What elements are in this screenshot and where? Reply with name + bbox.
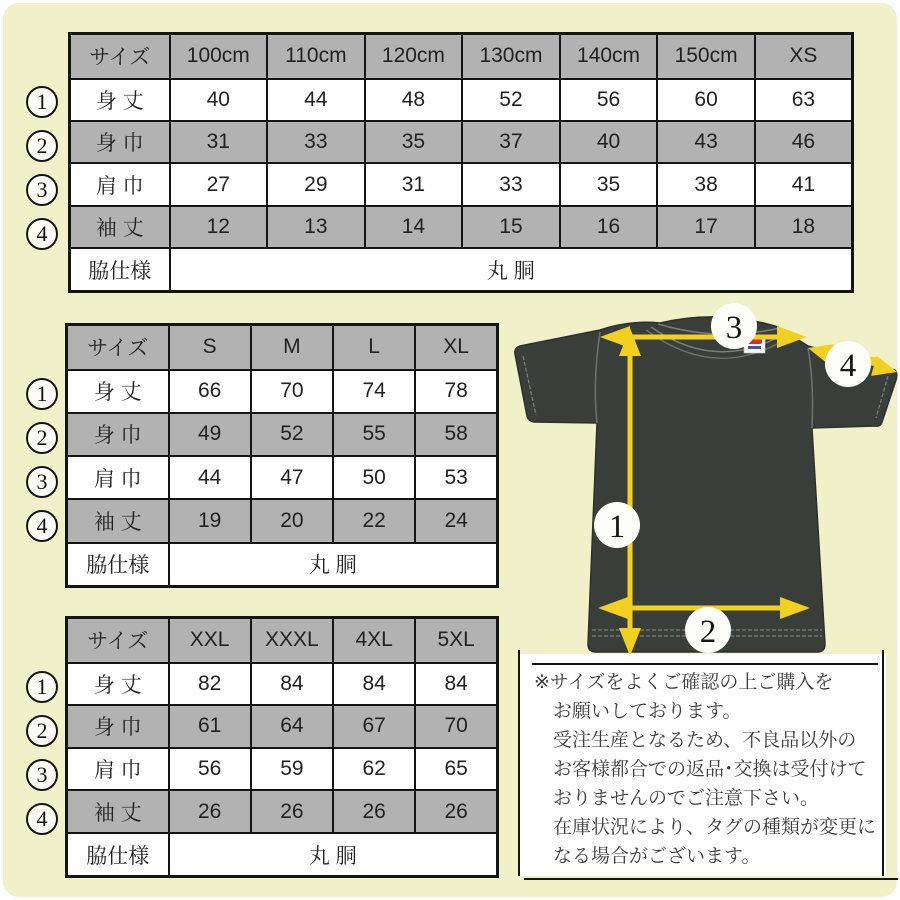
size-value: 33	[462, 163, 560, 205]
marker-column-large	[26, 671, 58, 835]
row-label: 身 巾	[67, 705, 169, 748]
row-marker-3: 3	[26, 174, 58, 206]
notes-line: なる場合がございます。	[553, 846, 761, 867]
size-value: 35	[560, 163, 658, 205]
svg-text:3: 3	[725, 310, 743, 346]
size-value: 59	[251, 748, 333, 791]
size-col-header: 100cm	[170, 34, 268, 79]
size-value: 65	[415, 748, 497, 791]
size-value: 31	[365, 163, 463, 205]
row-label: 身 巾	[70, 121, 170, 163]
size-value: 16	[560, 206, 658, 248]
row-marker-2: 2	[26, 715, 58, 747]
size-value: 84	[251, 663, 333, 706]
row-label: 身 巾	[67, 413, 169, 456]
size-value: 33	[267, 121, 365, 163]
size-value: 38	[657, 163, 755, 205]
size-value: 12	[170, 206, 268, 248]
row-marker-4: 4	[26, 510, 58, 542]
svg-text:1: 1	[608, 509, 626, 545]
size-value: 62	[333, 748, 415, 791]
row-marker-1: 1	[26, 671, 58, 703]
size-col-header: 150cm	[657, 34, 755, 79]
size-value: 44	[169, 456, 251, 499]
row-label: 袖 丈	[67, 790, 169, 833]
size-value: 46	[755, 121, 853, 163]
size-value: 27	[170, 163, 268, 205]
tshirt-illustration	[510, 296, 900, 660]
size-col-header: 120cm	[365, 34, 463, 79]
marker-column-adult	[26, 378, 58, 542]
tshirt-measurement-diagram	[510, 296, 900, 660]
diagram-marker-2	[685, 607, 731, 653]
size-col-header: M	[251, 325, 333, 370]
size-value: 26	[333, 790, 415, 833]
size-value: 19	[169, 499, 251, 542]
notes-frame-bottom	[524, 878, 898, 880]
size-value: 84	[415, 663, 497, 706]
size-col-header: 5XL	[415, 618, 497, 663]
notes-line: 受注生産となるため、不良品以外の	[553, 730, 857, 751]
size-value: 20	[251, 499, 333, 542]
size-col-header: 130cm	[462, 34, 560, 79]
row-label: 身 丈	[67, 663, 169, 706]
marker-column-kids	[26, 86, 58, 250]
size-header-cell: サイズ	[67, 325, 169, 370]
notes-line: お客様都合での返品･交換は受付けて	[553, 759, 867, 780]
size-col-header: XL	[415, 325, 497, 370]
row-label: 肩 巾	[67, 748, 169, 791]
size-value: 58	[415, 413, 497, 456]
row-marker-2: 2	[26, 130, 58, 162]
svg-text:2: 2	[699, 614, 717, 650]
size-value: 64	[251, 705, 333, 748]
size-value: 63	[755, 79, 853, 121]
row-label: 肩 巾	[70, 163, 170, 205]
size-value: 44	[267, 79, 365, 121]
footer-value: 丸 胴	[169, 833, 498, 876]
row-marker-3: 3	[26, 466, 58, 498]
size-col-header: 4XL	[333, 618, 415, 663]
row-label: 肩 巾	[67, 456, 169, 499]
size-value: 74	[333, 370, 415, 413]
size-value: 50	[333, 456, 415, 499]
row-marker-2: 2	[26, 422, 58, 454]
size-value: 26	[251, 790, 333, 833]
notes-text	[534, 668, 882, 871]
size-value: 78	[415, 370, 497, 413]
size-col-header: 110cm	[267, 34, 365, 79]
size-value: 66	[169, 370, 251, 413]
size-col-header: XXL	[169, 618, 251, 663]
row-marker-1: 1	[26, 378, 58, 410]
size-table-large	[65, 616, 499, 878]
size-value: 48	[365, 79, 463, 121]
size-value: 43	[657, 121, 755, 163]
footer-value: 丸 胴	[170, 248, 853, 291]
size-value: 37	[462, 121, 560, 163]
footer-label: 脇仕様	[67, 543, 169, 587]
size-col-header: XS	[755, 34, 853, 79]
size-table-adult	[65, 323, 499, 588]
size-value: 61	[169, 705, 251, 748]
size-value: 29	[267, 163, 365, 205]
row-marker-3: 3	[26, 759, 58, 791]
footer-value: 丸 胴	[169, 543, 498, 587]
size-value: 55	[333, 413, 415, 456]
size-value: 14	[365, 206, 463, 248]
size-col-header: XXXL	[251, 618, 333, 663]
size-value: 67	[333, 705, 415, 748]
size-header-cell: サイズ	[70, 34, 170, 79]
notes-line: おりませんのでご注意下さい。	[553, 788, 820, 809]
size-header-cell: サイズ	[67, 618, 169, 663]
size-value: 40	[170, 79, 268, 121]
size-value: 35	[365, 121, 463, 163]
size-value: 18	[755, 206, 853, 248]
row-label: 身 丈	[70, 79, 170, 121]
size-value: 82	[169, 663, 251, 706]
size-value: 52	[251, 413, 333, 456]
size-value: 26	[415, 790, 497, 833]
diagram-marker-4	[825, 341, 871, 387]
size-value: 60	[657, 79, 755, 121]
row-marker-1: 1	[26, 86, 58, 118]
size-col-header: L	[333, 325, 415, 370]
footer-label: 脇仕様	[67, 833, 169, 876]
notes-line: 在庫状況により、タグの種類が変更に	[553, 817, 877, 838]
size-value: 47	[251, 456, 333, 499]
size-value: 70	[415, 705, 497, 748]
size-value: 22	[333, 499, 415, 542]
row-label: 袖 丈	[67, 499, 169, 542]
diagram-marker-3	[711, 303, 757, 349]
size-value: 53	[415, 456, 497, 499]
notes-frame-right	[882, 650, 884, 876]
svg-text:4: 4	[839, 348, 857, 384]
size-col-header: 140cm	[560, 34, 658, 79]
size-table-kids	[68, 32, 854, 293]
size-value: 26	[169, 790, 251, 833]
diagram-marker-1	[594, 502, 640, 548]
size-value: 52	[462, 79, 560, 121]
row-marker-4: 4	[26, 218, 58, 250]
size-value: 56	[560, 79, 658, 121]
size-value: 84	[333, 663, 415, 706]
row-label: 身 丈	[67, 370, 169, 413]
size-value: 13	[267, 206, 365, 248]
size-col-header: S	[169, 325, 251, 370]
size-value: 49	[169, 413, 251, 456]
row-label: 袖 丈	[70, 206, 170, 248]
row-marker-4: 4	[26, 803, 58, 835]
size-value: 31	[170, 121, 268, 163]
footer-label: 脇仕様	[70, 248, 170, 291]
notes-box	[516, 648, 898, 886]
size-value: 41	[755, 163, 853, 205]
notes-frame-top	[532, 663, 878, 665]
size-value: 15	[462, 206, 560, 248]
notes-frame-left	[518, 650, 520, 876]
size-value: 40	[560, 121, 658, 163]
size-value: 24	[415, 499, 497, 542]
notes-line: お願いしております。	[553, 701, 742, 722]
size-value: 56	[169, 748, 251, 791]
notes-line: ※サイズをよくご確認の上ご購入を	[534, 672, 834, 693]
size-value: 70	[251, 370, 333, 413]
size-value: 17	[657, 206, 755, 248]
